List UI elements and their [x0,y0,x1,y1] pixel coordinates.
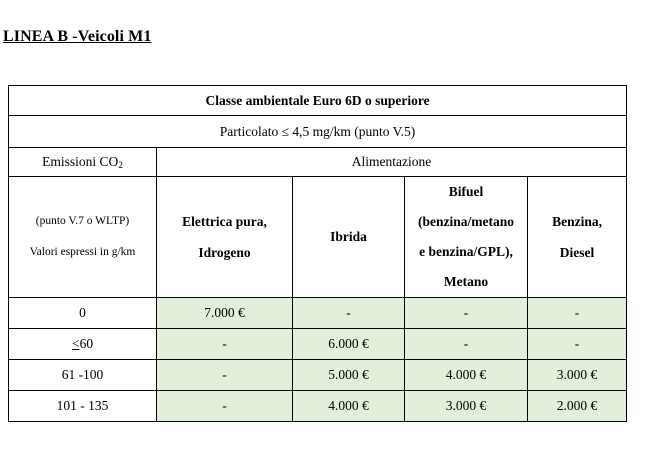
header-row [9,148,627,177]
value-cell: 2.000 € [528,391,627,422]
column-header-line: e benzina/GPL), [419,244,513,259]
column-header-line: Diesel [559,245,595,260]
value-cell: - [528,298,627,329]
value-cell: - [528,329,627,360]
range-prefix: < [71,336,80,351]
range-value: 61 -100 [61,367,104,382]
column-header-bifuel [405,177,528,298]
emissioni-header-text: Emissioni CO [42,154,119,169]
value-cell: 4.000 € [405,360,528,391]
incentive-table [8,85,627,422]
range-value: 0 [79,305,86,320]
column-header-benzina [528,177,627,298]
table-row [9,360,627,391]
emissioni-header [9,148,157,177]
table-row [9,329,627,360]
column-header-line: (benzina/metano [418,214,514,229]
value-cell: - [405,329,528,360]
value-cell: - [405,298,528,329]
value-cell: 4.000 € [293,391,405,422]
value-cell: 5.000 € [293,360,405,391]
page-heading: LINEA B -Veicoli M1 [3,28,152,45]
range-cell [9,329,157,360]
range-value: 60 [79,336,94,351]
table-title: Classe ambientale Euro 6D o superiore [9,86,627,116]
value-cell: 7.000 € [157,298,293,329]
value-cell: - [157,360,293,391]
alimentazione-header: Alimentazione [157,148,627,177]
emissioni-note-1: (punto V.7 o WLTP) [35,215,130,227]
column-header-line: Metano [443,274,489,289]
value-cell: - [157,391,293,422]
table-title-row [9,86,627,116]
column-header-row [9,177,627,298]
emissioni-note-cell [9,177,157,298]
range-value: 101 - 135 [56,398,109,413]
emissioni-note-2: Valori espressi in g/km [29,246,136,258]
value-cell: 3.000 € [528,360,627,391]
range-cell [9,360,157,391]
column-header-line: Elettrica pura, [182,214,267,229]
table-row [9,298,627,329]
value-cell: 6.000 € [293,329,405,360]
value-cell: - [293,298,405,329]
emissioni-header-subscript: 2 [118,160,123,170]
particolato-cell: Particolato ≤ 4,5 mg/km (punto V.5) [9,116,627,148]
column-header-ibrida [293,177,405,298]
column-header-line: Idrogeno [198,245,251,260]
column-header-line: Benzina, [552,214,602,229]
table-row [9,391,627,422]
value-cell: - [157,329,293,360]
value-cell: 3.000 € [405,391,528,422]
column-header-line: Bifuel [448,184,484,199]
range-cell [9,391,157,422]
column-header-line: Ibrida [330,229,367,244]
particolato-row [9,116,627,148]
range-cell [9,298,157,329]
column-header-elettrica [157,177,293,298]
